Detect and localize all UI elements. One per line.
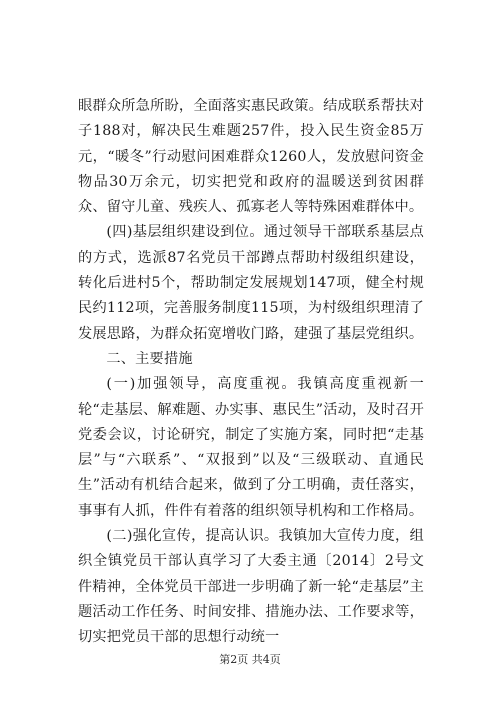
paragraph-1: 眼群众所急所盼，全面落实惠民政策。结成联系帮扶对子188对，解决民生难题257件，投入民生资金85万元，“暖冬”行动慰问困难群众1260人，发放慰问资金物品30万余元，切实把党和政府的温暖送到贫困群众、留守儿童、残疾人、孤寡老人等特殊困难群体中。: [78, 98, 424, 216]
document-body: [78, 94, 424, 651]
section-heading: 二、主要措施: [106, 350, 193, 367]
paragraph-4: (二)强化宣传，提高认识。我镇加大宣传力度，组织全镇党员干部认真学习了大委主通〔2014〕2号文件精神，全体党员干部进一步明确了新一轮“走基层”主题活动工作任务、时间安排、措施办法、工作要求等，切实把党员干部的思想行动统一: [78, 528, 424, 646]
paragraph-3: (一)加强领导，高度重视。我镇高度重视新一轮“走基层、解难题、办实事、惠民生”活动，及时召开党委会议，讨论研究，制定了实施方案，同时把“走基层”与“六联系”、“双报到”以及“三级联动、直通民生”活动有机结合起来，做到了分工明确，责任落实，事事有人抓，件件有着落的组织领导机构和工作格局。: [78, 376, 424, 519]
page-footer: 第2页 共4页: [219, 653, 281, 666]
paragraph-2: (四)基层组织建设到位。通过领导干部联系基层点的方式，选派87名党员干部蹲点帮助村级组织建设，转化后进村5个，帮助制定发展规划147项，健全村规民约112项，完善服务制度115项，为村级组织理清了发展思路，为群众拓宽增收门路，建强了基层党组织。: [78, 224, 424, 342]
